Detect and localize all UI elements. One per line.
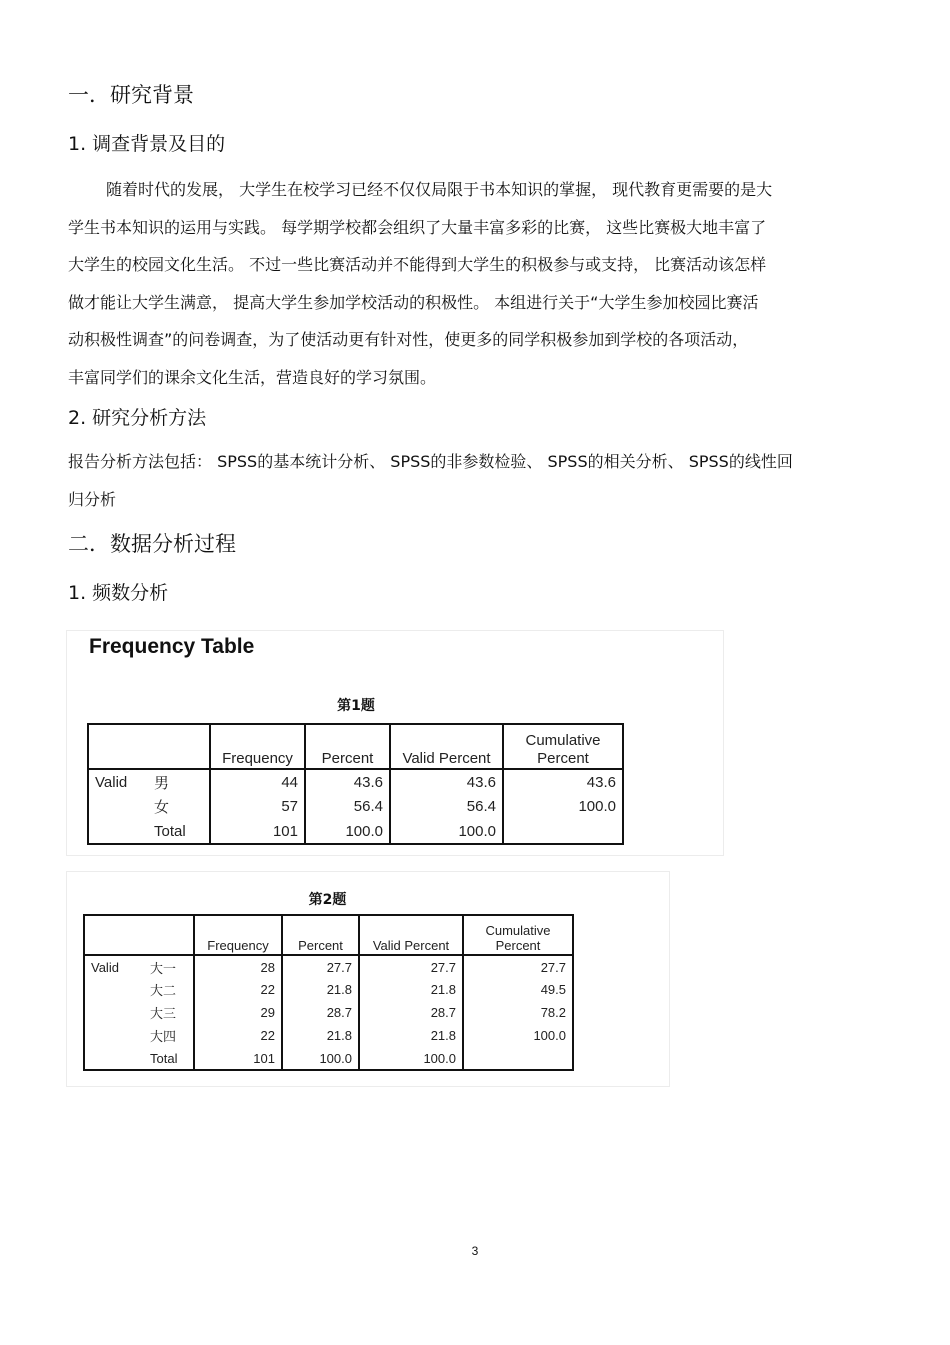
- methods-paragraph: [68, 443, 888, 518]
- table-row: [84, 1001, 573, 1024]
- cumulative-percent-cell: 27.7: [463, 955, 573, 978]
- frequency-cell: 29: [194, 1001, 282, 1024]
- table-row: [88, 794, 623, 819]
- frequency-cell: 22: [194, 1024, 282, 1047]
- frequency-table-figure-2: [66, 871, 670, 1087]
- table-row: [88, 769, 623, 794]
- table-row-total: [84, 1047, 573, 1070]
- table-row: [84, 978, 573, 1001]
- section-1-heading: 一．研究背景: [68, 83, 194, 107]
- column-header: Percent: [282, 915, 359, 955]
- paragraph-line: 大学生的校园文化生活。 不过一些比赛活动并不能得到大学生的积极参与或支持， 比赛活动该怎样: [68, 255, 767, 274]
- valid-percent-cell: 100.0: [390, 819, 503, 844]
- paragraph-line: 丰富同学们的课余文化生活，营造良好的学习氛围。: [68, 367, 437, 387]
- frequency-cell: 101: [210, 819, 305, 844]
- frequency-cell: 57: [210, 794, 305, 819]
- cumulative-percent-cell: 49.5: [463, 978, 573, 1001]
- frequency-table-q2: [83, 914, 574, 1071]
- paragraph-line: 随着时代的发展， 大学生在校学习已经不仅仅局限于书本知识的掌握， 现代教育更需要的是大: [106, 180, 773, 199]
- row-group-label: Valid: [88, 769, 148, 794]
- subsection-1-1-heading: 1. 调查背景及目的: [68, 133, 226, 155]
- page-number: 3: [471, 1244, 479, 1258]
- background-paragraph: [68, 171, 888, 396]
- valid-percent-cell: 43.6: [390, 769, 503, 794]
- frequency-cell: 22: [194, 978, 282, 1001]
- valid-percent-cell: 21.8: [359, 1024, 463, 1047]
- table-row-total: [88, 819, 623, 844]
- percent-cell: 21.8: [282, 1024, 359, 1047]
- cumulative-percent-cell: 78.2: [463, 1001, 573, 1024]
- column-header: Valid Percent: [390, 724, 503, 769]
- table-row: [84, 955, 573, 978]
- valid-percent-cell: 27.7: [359, 955, 463, 978]
- frequency-table-q1: [87, 723, 624, 845]
- subsection-2-1-heading: 1. 频数分析: [68, 582, 169, 604]
- valid-percent-cell: 28.7: [359, 1001, 463, 1024]
- percent-cell: 100.0: [305, 819, 390, 844]
- frequency-cell: 101: [194, 1047, 282, 1070]
- row-label: Total: [148, 819, 210, 844]
- table-title: 第2题: [308, 892, 347, 908]
- percent-cell: 43.6: [305, 769, 390, 794]
- frequency-table-figure-1: [66, 630, 724, 856]
- cumulative-percent-cell: 100.0: [463, 1024, 573, 1047]
- percent-cell: 27.7: [282, 955, 359, 978]
- percent-cell: 28.7: [282, 1001, 359, 1024]
- column-header: Frequency: [210, 724, 305, 769]
- paragraph-line: 做才能让大学生满意， 提高大学生参加学校活动的积极性。 本组进行关于“大学生参加校园比赛活: [68, 292, 759, 312]
- section-2-heading: 二．数据分析过程: [68, 532, 236, 556]
- column-header: Frequency: [194, 915, 282, 955]
- table-title: 第1题: [337, 698, 375, 714]
- header-corner: [84, 915, 194, 955]
- paragraph-line: 动积极性调查”的问卷调查，为了使活动更有针对性，使更多的同学积极参加到学校的各项活动，: [68, 330, 749, 349]
- table-row: [84, 1024, 573, 1047]
- subsection-1-2-heading: 2. 研究分析方法: [68, 407, 207, 429]
- cumulative-percent-cell: [503, 819, 623, 844]
- row-label: 女: [154, 799, 170, 816]
- row-label: Total: [144, 1047, 194, 1070]
- header-corner: [88, 724, 210, 769]
- figure-header: Frequency Table: [89, 635, 255, 658]
- row-label: 大四: [150, 1029, 177, 1044]
- paragraph-line: 归分析: [68, 489, 117, 509]
- row-label: 大二: [150, 983, 177, 998]
- column-header: Valid Percent: [359, 915, 463, 955]
- frequency-cell: 44: [210, 769, 305, 794]
- cumulative-percent-cell: 100.0: [503, 794, 623, 819]
- paragraph-line: 报告分析方法包括： SPSS的基本统计分析、 SPSS的非参数检验、 SPSS的相关分析、 SPSS的线性回: [68, 452, 793, 471]
- valid-percent-cell: 56.4: [390, 794, 503, 819]
- cumulative-percent-cell: [463, 1047, 573, 1070]
- cumulative-percent-cell: 43.6: [503, 769, 623, 794]
- percent-cell: 100.0: [282, 1047, 359, 1070]
- column-header: Cumulative Percent: [503, 724, 623, 769]
- row-group-label: Valid: [84, 955, 144, 978]
- frequency-cell: 28: [194, 955, 282, 978]
- table-header-row: [84, 915, 573, 955]
- percent-cell: 56.4: [305, 794, 390, 819]
- row-label: 男: [154, 774, 170, 792]
- percent-cell: 21.8: [282, 978, 359, 1001]
- valid-percent-cell: 100.0: [359, 1047, 463, 1070]
- paragraph-line: 学生书本知识的运用与实践。 每学期学校都会组织了大量丰富多彩的比赛， 这些比赛极大地丰富了: [68, 217, 767, 237]
- valid-percent-cell: 21.8: [359, 978, 463, 1001]
- row-label: 大三: [150, 1006, 177, 1021]
- column-header: Cumulative Percent: [463, 915, 573, 955]
- column-header: Percent: [305, 724, 390, 769]
- table-header-row: [88, 724, 623, 769]
- row-label: 大一: [150, 960, 177, 976]
